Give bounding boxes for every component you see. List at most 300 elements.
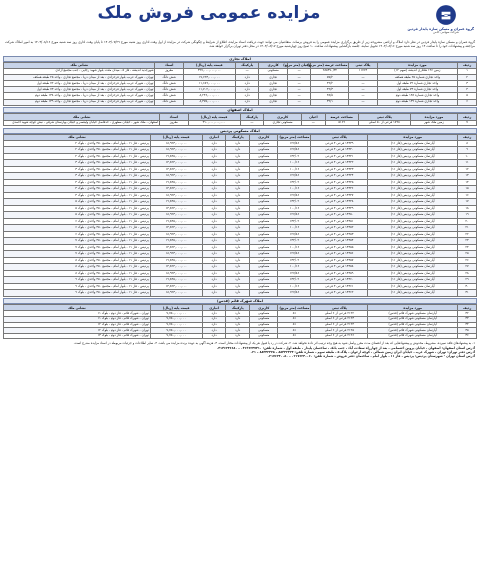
column-header: پلاک ثبتی bbox=[358, 114, 410, 120]
table-cell: ۱۷,۶۲۳,۰۰۰,۰۰۰ bbox=[183, 74, 235, 80]
table-cell: ۱۸,۹۲۳,۰۰۰,۰۰۰ bbox=[150, 231, 202, 238]
table-cell: ۱۲ bbox=[458, 166, 477, 173]
table-cell: ۳۴ bbox=[458, 322, 477, 328]
table-cell: دارد bbox=[226, 238, 250, 245]
table-cell: ۲۷ bbox=[458, 264, 477, 271]
table-cell: دارد bbox=[226, 147, 250, 154]
table-cell: تهران - شهرک قائم ، فاز دوم ، بلوک ۱۱ bbox=[4, 311, 151, 317]
table-cell: ۸,۳۷۵,۰۰۰,۰۰۰ bbox=[183, 99, 235, 105]
table-cell: دارد bbox=[202, 179, 226, 186]
table-cell: ۱۰ bbox=[458, 153, 477, 160]
table-cell: — bbox=[349, 87, 377, 93]
table-cell: ۱۳ bbox=[458, 173, 477, 180]
table-cell: واحد تجاری شماره ۷۲ طبقه اول bbox=[377, 81, 457, 87]
table-cell: ۱۳۴/۰۲ bbox=[278, 277, 311, 284]
table-office-body bbox=[4, 68, 477, 105]
table-cell: ۱۴,۸۲۴,۰۰۰,۰۰۰ bbox=[150, 244, 202, 251]
table-cell: تهران - شهرک قائم ، فاز دوم ، بلوک ۱۳ bbox=[4, 333, 151, 339]
column-header: مورد مزایده bbox=[368, 134, 458, 140]
table-cell: تجاری bbox=[259, 93, 287, 99]
table-cell: ۱۳۴/۰۲ bbox=[278, 238, 311, 245]
table-residential bbox=[3, 134, 477, 297]
table-cell: تجاری bbox=[259, 74, 287, 80]
table-cell: دارد bbox=[235, 81, 259, 87]
table-cell: آپارتمان مسکونی پردیس (فاز ۱۱) bbox=[368, 205, 458, 212]
page-title: مزایده عمومی فروش ملک bbox=[97, 3, 321, 23]
column-header: پارکینگ bbox=[226, 305, 250, 311]
table-cell: ۱۴۳۳۹ فرعی ۴ فرعی bbox=[311, 140, 368, 147]
table-cell: دارد bbox=[202, 199, 226, 206]
table-cell: تهران - شهرک غرب، بلوار فرحزادی ، بعد از میدان دریا ، مجتمع تجاری ، واحد ۱۳۹ طبقه دوم bbox=[4, 99, 155, 105]
table-cell: دارد bbox=[226, 311, 250, 317]
table-cell: ۱۴۳۵۹ فرعی ۴ فرعی bbox=[311, 270, 368, 277]
table-cell: پردیس - فاز ۱۱ - بلوار امام ، مجتمع ۴۵۰ واحدی ، بلوک ۲ bbox=[4, 140, 151, 147]
table-cell: مسکونی bbox=[250, 244, 278, 251]
table-cell: شش دانگ bbox=[155, 99, 183, 105]
table-cell: ۱۲۷/۸۶ bbox=[278, 140, 311, 147]
table-cell: ۱۰۰/۱۶ bbox=[278, 160, 311, 167]
table-row bbox=[4, 99, 477, 105]
table-cell: آپارتمان مسکونی پردیس (فاز ۱۱) bbox=[368, 231, 458, 238]
table-cell: پردیس - فاز ۱۱ - بلوار امام ، مجتمع ۴۵۰ واحدی ، بلوک ۳ bbox=[4, 166, 151, 173]
table-cell: ۷ bbox=[458, 120, 477, 126]
table-cell: آپارتمان مسکونی پردیس (فاز ۱۱) bbox=[368, 212, 458, 219]
table-cell: آپارتمان مسکونی پردیس (فاز ۱۱) bbox=[368, 270, 458, 277]
table-cell: ۲۱۲۵ فرعی از ۶ اصلی bbox=[311, 328, 368, 334]
table-cell: ۴۹/۳ bbox=[311, 87, 349, 93]
table-cell: ۸,۲۴۶,۰۰۰,۰۰۰ bbox=[183, 93, 235, 99]
table-cell: مسکونی bbox=[250, 322, 278, 328]
table-cell: دارد bbox=[226, 140, 250, 147]
table-cell: — bbox=[349, 81, 377, 87]
table-cell: دارد bbox=[202, 205, 226, 212]
table-cell: مسکونی bbox=[250, 192, 278, 199]
table-cell: پردیس - فاز ۱۱ - بلوار امام ، مجتمع ۴۵۰ واحدی ، بلوک ۶ bbox=[4, 225, 151, 232]
table-cell: ۱۲۷/۸۶ bbox=[278, 192, 311, 199]
table-cell: ۸ bbox=[458, 140, 477, 147]
table-cell: دارد bbox=[226, 186, 250, 193]
table-cell: مفروز bbox=[155, 68, 183, 74]
table-cell: دارد bbox=[226, 277, 250, 284]
table-cell: مسکونی bbox=[250, 225, 278, 232]
table-cell: آپارتمان مسکونی پردیس (فاز ۱۱) bbox=[368, 147, 458, 154]
table-cell: ۱۳۴/۰۲ bbox=[278, 199, 311, 206]
table-cell: تجاری bbox=[259, 81, 287, 87]
company-logo bbox=[407, 4, 474, 38]
table-cell: دارد bbox=[202, 173, 226, 180]
table-cell: ۱۴۳۴۴ فرعی ۴ فرعی bbox=[311, 173, 368, 180]
table-cell: دارد bbox=[235, 74, 259, 80]
section-title-residential: املاک مسکونی پردیس bbox=[3, 128, 477, 134]
column-header: پلاک ثبتی bbox=[349, 62, 377, 68]
table-cell: ۷,۷۵۰,۰۰۰,۰۰۰ bbox=[150, 322, 202, 328]
table-row bbox=[4, 120, 477, 126]
table-cell: ۱۴۳۵۴ فرعی ۴ فرعی bbox=[311, 238, 368, 245]
company-subtitle: شرکت سهامی خاص bbox=[433, 30, 459, 35]
table-cell: پردیس - فاز ۱۱ - بلوار امام ، مجتمع ۴۵۰ واحدی ، بلوک ۹ bbox=[4, 277, 151, 284]
table-cell: ۲۱ bbox=[458, 225, 477, 232]
table-cell: دارد bbox=[202, 333, 226, 339]
table-cell: — bbox=[235, 68, 259, 74]
column-header: اسناد bbox=[160, 114, 188, 120]
table-cell: ۱۰۰/۱۶ bbox=[278, 225, 311, 232]
table-cell: ۳۲ bbox=[458, 311, 477, 317]
table-cell: دارد bbox=[226, 333, 250, 339]
table-cell: ۱۴۳۴۵ فرعی ۴ فرعی bbox=[311, 179, 368, 186]
table-cell: پردیس - فاز ۱۱ - بلوار امام ، مجتمع ۴۵۰ واحدی ، بلوک ۵ bbox=[4, 205, 151, 212]
table-cell: — bbox=[240, 120, 264, 126]
table-cell: دارد bbox=[202, 212, 226, 219]
table-cell: پردیس - فاز ۱۱ - بلوار امام ، مجتمع ۴۵۰ واحدی ، بلوک ۵ bbox=[4, 212, 151, 219]
table-cell: مسکونی bbox=[250, 264, 278, 271]
table-cell: پردیس - فاز ۱۱ - بلوار امام ، مجتمع ۴۵۰ واحدی ، بلوک ۷ bbox=[4, 251, 151, 258]
table-cell: دارد bbox=[235, 87, 259, 93]
table-cell: مسکونی bbox=[250, 270, 278, 277]
table-cell: ۱۴۳۵۵ فرعی ۴ فرعی bbox=[311, 244, 368, 251]
table-cell: مسکونی bbox=[250, 173, 278, 180]
table-cell: مسکونی bbox=[250, 251, 278, 258]
column-header: مساحت (متر مربع) bbox=[279, 305, 310, 310]
table-cell: — bbox=[287, 68, 311, 74]
intro-paragraph: گروه عمران و مسکن سازه پایدار فردین در نظر دارد املاک و اراضی مشروحه زیر از طریق برگزاری مزایده عمومی را به فروش برساند. متقاضیان می توانند جهت دریافت اسناد مزایده، اطلاع از شرایط و چگونگی شرکت در مزایده از اول وقت اداری روز شنبه مورخ ۱۴۰۳/۰۷/۲۹ تا پایان وقت اداری روز سه شنبه مورخ ۱۴۰۳/۰۸/۱۶ به امور املاک شرکت مراجعه و پیشنهادات خود را تا ساعت ۱۴ روز سه شنبه مورخ ۱۴۰۳/۰۸/۱۶ تحویل نمایند. جلسه بازگشایی پیشنهادات ساعت ۱۰ صبح روز چهارشنبه مورخ ۱۴۰۳/۰۸/۱۷ در محل دفتر تهران برگزار خواهد شد. bbox=[5, 40, 475, 49]
table-cell: ۱۲۷/۸۶ bbox=[278, 231, 311, 238]
table-cell: ۱۴,۸۲۴,۰۰۰,۰۰۰ bbox=[150, 225, 202, 232]
table-cell: دارد bbox=[202, 311, 226, 317]
table-cell: آپارتمان مسکونی شهرک قائم (قدس) bbox=[368, 317, 458, 323]
table-cell: ۱۰۰/۱۶ bbox=[278, 283, 311, 290]
table-cell: آپارتمان مسکونی پردیس (فاز ۱۱) bbox=[368, 277, 458, 284]
table-cell: مسکونی bbox=[250, 166, 278, 173]
table-cell: ۲۹ bbox=[458, 277, 477, 284]
column-header: نشانی ملک bbox=[4, 114, 160, 120]
table-cell: دارد bbox=[202, 147, 226, 154]
table-cell: آپارتمان مسکونی پردیس (فاز ۱۱) bbox=[368, 140, 458, 147]
table-cell: آپارتمان مسکونی پردیس (فاز ۱۱) bbox=[368, 290, 458, 297]
table-cell: دارد bbox=[202, 231, 226, 238]
table-cell: پردیس - فاز ۱۱ - بلوار امام ، مجتمع ۴۵۰ واحدی ، بلوک ۴ bbox=[4, 179, 151, 186]
table-cell: مسکونی bbox=[250, 205, 278, 212]
column-header: مورد مزایده bbox=[377, 62, 457, 68]
table-cell: ۱۴۳۵۲ فرعی ۴ فرعی bbox=[311, 225, 368, 232]
table-cell: دارد bbox=[226, 218, 250, 225]
table-cell: ۱۲۷/۸۶ bbox=[278, 212, 311, 219]
table-cell: پردیس - فاز ۱۱ - بلوار امام ، مجتمع ۴۵۰ واحدی ، بلوک ۳ bbox=[4, 160, 151, 167]
table-cell: پردیس - فاز ۱۱ - بلوار امام ، مجتمع ۴۵۰ واحدی ، بلوک ۹ bbox=[4, 290, 151, 297]
table-cell: ۱۲۷/۸۶ bbox=[278, 270, 311, 277]
table-cell: ۱۴,۸۲۴,۰۰۰,۰۰۰ bbox=[150, 166, 202, 173]
table-cell: مسکونی bbox=[250, 311, 278, 317]
table-cell: ۱۱۷۶۳ bbox=[349, 68, 377, 74]
column-header: قیمت پایه (ریال) bbox=[183, 62, 235, 68]
table-cell: ۴ bbox=[458, 87, 477, 93]
table-cell: ۱۴۳۴۲ فرعی ۴ فرعی bbox=[311, 160, 368, 167]
table-cell: ۱۴۳۴۹ فرعی ۴ فرعی bbox=[311, 205, 368, 212]
table-cell: ۱۴۳۵۸ فرعی ۴ فرعی bbox=[311, 264, 368, 271]
table-cell: ۱ bbox=[458, 68, 477, 74]
table-cell: ۵۱ bbox=[278, 333, 311, 339]
table-cell: پردیس - فاز ۱۱ - بلوار امام ، مجتمع ۴۵۰ واحدی ، بلوک ۲ bbox=[4, 147, 151, 154]
table-cell: ۷,۷۵۰,۰۰۰,۰۰۰ bbox=[150, 328, 202, 334]
table-cell: ۱۴,۸۲۴,۰۰۰,۰۰۰ bbox=[150, 283, 202, 290]
table-cell: مسکونی bbox=[250, 283, 278, 290]
table-cell: — bbox=[302, 120, 326, 126]
table-cell: ۳۵ bbox=[458, 328, 477, 334]
table-cell: دارد bbox=[226, 264, 250, 271]
table-cell: پردیس - فاز ۱۱ - بلوار امام ، مجتمع ۴۵۰ واحدی ، بلوک ۳ bbox=[4, 173, 151, 180]
table-cell: ۱۴,۸۲۴,۰۰۰,۰۰۰ bbox=[150, 186, 202, 193]
table-cell: ۱۴,۸۲۴,۰۰۰,۰۰۰ bbox=[150, 160, 202, 167]
table-cell: دارد bbox=[202, 283, 226, 290]
table-cell: آپارتمان مسکونی پردیس (فاز ۱۱) bbox=[368, 199, 458, 206]
column-header: پلاک ثبتی bbox=[311, 134, 368, 140]
table-cell: شهرجدید اندیشه ، فاز ۵ ، میدان ملت، بلوار شهید رجایی ، جنب مجتمع آزادی bbox=[4, 68, 155, 74]
table-cell: تهران - شهرک قائم ، فاز دوم ، بلوک ۱۲ bbox=[4, 328, 151, 334]
table-cell: ۱۸,۹۲۳,۰۰۰,۰۰۰ bbox=[150, 290, 202, 297]
table-cell: ۱۵ bbox=[458, 186, 477, 193]
table-cell: ۱۸ bbox=[458, 205, 477, 212]
table-cell: ۱۸,۹۲۳,۰۰۰,۰۰۰ bbox=[150, 140, 202, 147]
table-cell: ۳۳ bbox=[458, 317, 477, 323]
table-cell: ۳۱۰,۰۰۰,۰۰۰,۰۰۰ bbox=[188, 120, 240, 126]
table-cell: دارد bbox=[235, 99, 259, 105]
column-header: نشانی ملک bbox=[4, 62, 155, 68]
column-header: مساحت عرصه (متر مربع) bbox=[307, 63, 348, 68]
table-cell: ۱۰۰/۱۶ bbox=[278, 205, 311, 212]
table-cell: مسکونی bbox=[250, 199, 278, 206]
title-block bbox=[3, 2, 415, 24]
table-cell: دارد bbox=[226, 251, 250, 258]
table-cell: ۳۶ bbox=[458, 333, 477, 339]
table-cell: ۳۸/۵ bbox=[311, 93, 349, 99]
table-cell: تهران - شهرک قائم ، فاز دوم ، بلوک ۱۲ bbox=[4, 322, 151, 328]
table-cell: ۱۴۳۵۰ فرعی ۴ فرعی bbox=[311, 212, 368, 219]
column-header: پارکینگ bbox=[240, 114, 264, 120]
table-cell: دارد bbox=[226, 290, 250, 297]
footer-notes: ۱- به پیشنهادهای فاقد سپرده، مشروط، مخدوش و پیشنهادهایی که بعد از انقضای مدت مقرر واصل شود به هیچ وجه ترتیب اثر داده نخواهد شد. ۲- شرکت در رد یا قبول هر یک از پیشنهادات مختار است. ۳- هزینه آگهی به عهده برنده مزایده می باشد. ۴- سایر اطلاعات و جزئیات مربوطه در اسناد مزایده مندرج است. bbox=[73, 341, 475, 346]
table-cell: آپارتمان مسکونی پردیس (فاز ۱۱) bbox=[368, 153, 458, 160]
table-cell: واحد تجاری شماره ۲۵ طبقه همکف bbox=[377, 74, 457, 80]
table-cell: ۹ bbox=[458, 147, 477, 154]
table-cell: ۱۹,۸۳۵,۰۰۰,۰۰۰ bbox=[150, 277, 202, 284]
table-cell: دارد bbox=[202, 238, 226, 245]
table-cell: ۱۱,۷۰۲,۰۰۰,۰۰۰ bbox=[183, 87, 235, 93]
table-cell: تهران - شهرک غرب، بلوار فرحزادی ، بعد از میدان دریا ، مجتمع تجاری ، واحد ۲۵ طبقه همکف bbox=[4, 74, 155, 80]
table-cell: آپارتمان مسکونی پردیس (فاز ۱۱) bbox=[368, 264, 458, 271]
table-cell: دارد bbox=[202, 192, 226, 199]
column-header: انباری bbox=[202, 305, 226, 311]
table-cell: اصفهان ، ملک شهر ، خیابان مطهری ، حدفاصل خیابان ولیعصر و خیابان بهارستان شرقی ، نبش کوچه شهید احمدی bbox=[4, 120, 160, 126]
table-cell: شش دانگ bbox=[155, 93, 183, 99]
table-residential-body bbox=[4, 140, 477, 296]
table-cell: زمین ملک شهر bbox=[410, 120, 457, 126]
table-cell: دارد bbox=[202, 225, 226, 232]
column-header: پلاک ثبتی bbox=[311, 305, 368, 311]
company-name: گروه عمران و مسکن سازه پایدار فردین bbox=[407, 27, 474, 31]
table-cell: — bbox=[287, 87, 311, 93]
table-cell: ۱۴۳۵۷ فرعی ۴ فرعی bbox=[311, 257, 368, 264]
table-cell: دارد bbox=[202, 244, 226, 251]
notice-header bbox=[3, 2, 477, 40]
column-header: ردیف bbox=[458, 305, 477, 311]
table-cell: دارد bbox=[226, 270, 250, 277]
table-cell: تجاری bbox=[259, 87, 287, 93]
table-cell: دارد bbox=[202, 257, 226, 264]
table-cell: پردیس - فاز ۱۱ - بلوار امام ، مجتمع ۴۵۰ واحدی ، بلوک ۸ bbox=[4, 264, 151, 271]
table-cell: دارد bbox=[202, 153, 226, 160]
table-cell: ۲۱۲۳ فرعی از ۶ اصلی bbox=[311, 317, 368, 323]
table-cell: ۵۱ bbox=[278, 322, 311, 328]
table-cell: ۱۹ bbox=[458, 212, 477, 219]
table-cell: دارد bbox=[226, 173, 250, 180]
table-row bbox=[4, 290, 477, 297]
table-cell: ۵۱۶۹ bbox=[325, 120, 358, 126]
table-cell: مسکونی bbox=[250, 333, 278, 339]
table-cell: ۱۸,۹۲۳,۰۰۰,۰۰۰ bbox=[150, 147, 202, 154]
table-cell: دارد bbox=[226, 322, 250, 328]
table-cell: ۱۴۳۴۸ فرعی ۴ فرعی bbox=[311, 199, 368, 206]
column-header: قیمت پایه (ریال) bbox=[150, 134, 202, 140]
table-cell: مسکونی bbox=[250, 290, 278, 297]
table-cell: — bbox=[349, 99, 377, 105]
column-header: پارکینگ bbox=[235, 62, 259, 68]
table-cell: دارد bbox=[202, 160, 226, 167]
notice-footer bbox=[3, 341, 477, 358]
table-cell: ۱۱,۶۸۹,۰۰۰,۰۰۰ bbox=[183, 81, 235, 87]
table-cell: آپارتمان مسکونی پردیس (فاز ۱۱) bbox=[368, 166, 458, 173]
table-cell: ۷۵/۲ bbox=[311, 74, 349, 80]
column-header: کاربری bbox=[250, 305, 278, 311]
table-cell: ۳ bbox=[458, 81, 477, 87]
section-title-qods: املاک شهرک قائم (قدس) bbox=[3, 298, 477, 304]
table-cell: دارد bbox=[226, 205, 250, 212]
table-cell: دارد bbox=[202, 166, 226, 173]
table-cell: دارد bbox=[202, 140, 226, 147]
table-cell: مسکونی تجاری bbox=[264, 120, 302, 126]
table-cell: ۱۴۳۶۱ فرعی ۴ فرعی bbox=[311, 283, 368, 290]
table-cell: آپارتمان مسکونی پردیس (فاز ۱۱) bbox=[368, 257, 458, 264]
table-cell: ۲۳ bbox=[458, 238, 477, 245]
table-cell: ۲۴ bbox=[458, 244, 477, 251]
table-cell: دارد bbox=[202, 251, 226, 258]
column-header: کاربری bbox=[259, 62, 287, 68]
column-header: ردیف bbox=[458, 134, 477, 140]
table-cell: پردیس - فاز ۱۱ - بلوار امام ، مجتمع ۴۵۰ واحدی ، بلوک ۶ bbox=[4, 231, 151, 238]
table-cell: ۱۲۷/۸۶ bbox=[278, 173, 311, 180]
table-cell: ۲۰ bbox=[458, 218, 477, 225]
table-cell: زمین ۱۹۶ هکتاری اندیشه (سهم ۱۲) bbox=[377, 68, 457, 74]
table-cell: تهران - شهرک قائم ، فاز دوم ، بلوک ۱۱ bbox=[4, 317, 151, 323]
column-header: نشانی ملک bbox=[4, 305, 151, 311]
table-cell: دارد bbox=[226, 212, 250, 219]
table-cell: پردیس - فاز ۱۱ - بلوار امام ، مجتمع ۴۵۰ واحدی ، بلوک ۷ bbox=[4, 244, 151, 251]
table-cell: دارد bbox=[202, 317, 226, 323]
table-cell: — bbox=[349, 74, 377, 80]
column-header: کاربری bbox=[250, 134, 278, 140]
table-qods bbox=[3, 304, 477, 339]
table-cell: ۲۱۲۴ فرعی از ۶ اصلی bbox=[311, 322, 368, 328]
table-cell: ۴۹/۲ bbox=[311, 81, 349, 87]
table-cell: ۳۱ bbox=[458, 290, 477, 297]
table-isfahan bbox=[3, 113, 477, 126]
table-cell: ۱۴۳۴۰ فرعی ۴ فرعی bbox=[311, 147, 368, 154]
table-cell: ۷,۷۵۰,۰۰۰,۰۰۰ bbox=[150, 333, 202, 339]
table-cell: ۱۹,۸۳۵,۰۰۰,۰۰۰ bbox=[150, 257, 202, 264]
table-cell: پردیس - فاز ۱۱ - بلوار امام ، مجتمع ۴۵۰ واحدی ، بلوک ۸ bbox=[4, 270, 151, 277]
table-cell: مسکونی bbox=[250, 218, 278, 225]
table-cell: دارد bbox=[226, 179, 250, 186]
table-cell: مسکونی bbox=[250, 179, 278, 186]
table-cell: ۷,۷۵۰,۰۰۰,۰۰۰ bbox=[150, 311, 202, 317]
table-cell: ۵۱ bbox=[278, 311, 311, 317]
table-cell: آپارتمان مسکونی پردیس (فاز ۱۱) bbox=[368, 283, 458, 290]
table-cell: دارد bbox=[226, 225, 250, 232]
table-cell: ۱۴۳۵۳ فرعی ۴ فرعی bbox=[311, 231, 368, 238]
table-cell: پردیس - فاز ۱۱ - بلوار امام ، مجتمع ۴۵۰ واحدی ، بلوک ۵ bbox=[4, 199, 151, 206]
table-cell: ۱۴۳۴۳ فرعی ۴ فرعی bbox=[311, 166, 368, 173]
table-cell: واحد تجاری شماره ۷۳ طبقه اول bbox=[377, 87, 457, 93]
table-cell: پردیس - فاز ۱۱ - بلوار امام ، مجتمع ۴۵۰ واحدی ، بلوک ۲ bbox=[4, 153, 151, 160]
table-cell: — bbox=[287, 74, 311, 80]
table-cell: مسکونی bbox=[259, 68, 287, 74]
table-cell: ۱۴۳۵۶ فرعی ۴ فرعی bbox=[311, 251, 368, 258]
table-cell: دارد bbox=[226, 317, 250, 323]
table-cell: آپارتمان مسکونی پردیس (فاز ۱۱) bbox=[368, 238, 458, 245]
table-cell: ۱۴۳۴۱ فرعی ۴ فرعی bbox=[311, 153, 368, 160]
column-header: مساحت (متر مربع) bbox=[279, 135, 310, 140]
table-cell: مفروز bbox=[160, 120, 188, 126]
table-cell: ۱۶ bbox=[458, 192, 477, 199]
table-cell: ۲۱۲۶ فرعی از ۶ اصلی bbox=[311, 333, 368, 339]
table-cell: ۱۴۳۴۶ فرعی ۴ فرعی bbox=[311, 186, 368, 193]
table-cell: ۱۹,۸۳۵,۰۰۰,۰۰۰ bbox=[150, 218, 202, 225]
table-cell: ۲۵ bbox=[458, 251, 477, 258]
table-office bbox=[3, 62, 477, 106]
column-header: قیمت پایه (ریال) bbox=[150, 305, 202, 311]
table-cell: ۱۹,۸۳۵,۰۰۰,۰۰۰ bbox=[150, 199, 202, 206]
table-cell: ۱۳۴/۰۲ bbox=[278, 218, 311, 225]
table-qods-body bbox=[4, 311, 477, 339]
table-cell: دارد bbox=[202, 322, 226, 328]
table-cell: ۱۴۳۶۰ فرعی ۴ فرعی bbox=[311, 277, 368, 284]
table-cell: تجاری bbox=[259, 99, 287, 105]
table-cell: دارد bbox=[226, 166, 250, 173]
table-cell: ۱۸,۹۲۳,۰۰۰,۰۰۰ bbox=[150, 173, 202, 180]
table-cell: ۱۰۰/۱۶ bbox=[278, 264, 311, 271]
table-cell: ۲۸۵۴۷۰/۳۲ bbox=[311, 68, 349, 74]
column-header: ردیف bbox=[458, 114, 477, 120]
table-cell: دارد bbox=[226, 231, 250, 238]
table-cell: دارد bbox=[202, 264, 226, 271]
table-cell: آپارتمان مسکونی پردیس (فاز ۱۱) bbox=[368, 179, 458, 186]
logo-mark-icon bbox=[435, 4, 457, 26]
column-header: قیمت پایه (ریال) bbox=[188, 114, 240, 120]
table-cell: دارد bbox=[226, 244, 250, 251]
table-cell: ۲۸ bbox=[458, 270, 477, 277]
table-cell: ۱۰۰/۱۶ bbox=[278, 244, 311, 251]
table-cell: ۱۴۳۶۲ فرعی ۴ فرعی bbox=[311, 290, 368, 297]
table-cell: — bbox=[349, 93, 377, 99]
table-cell: دارد bbox=[226, 283, 250, 290]
column-header: مساحت عرصه bbox=[325, 114, 358, 120]
table-cell: شش دانگ bbox=[155, 81, 183, 87]
table-cell: مسکونی bbox=[250, 257, 278, 264]
table-cell: ۱۴۳۵۱ فرعی ۴ فرعی bbox=[311, 218, 368, 225]
table-cell: — bbox=[287, 99, 311, 105]
table-cell: ۳۹/۱ bbox=[311, 99, 349, 105]
table-cell: آپارتمان مسکونی پردیس (فاز ۱۱) bbox=[368, 192, 458, 199]
table-cell: دارد bbox=[202, 290, 226, 297]
table-cell: ۱۲۷/۸۶ bbox=[278, 290, 311, 297]
